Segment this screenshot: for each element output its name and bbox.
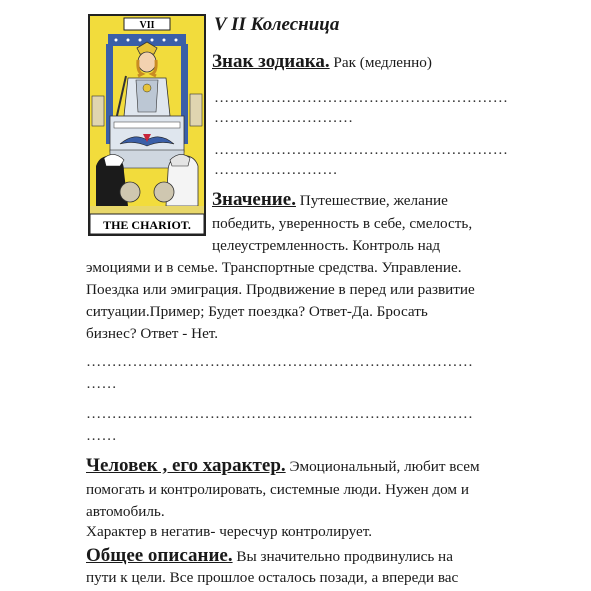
person-line-1 <box>86 456 480 477</box>
meaning-line-5: Поездка или эмиграция. Продвижение в перед или развитие <box>86 281 475 298</box>
zodiac-dots-2a: ………………………………………………… <box>214 141 509 158</box>
zodiac-heading: Знак зодиака. <box>212 51 330 72</box>
zodiac-line <box>212 52 432 73</box>
zodiac-text: Рак (медленно) <box>329 54 432 71</box>
meaning-text-1: Путешествие, желание <box>295 192 448 209</box>
person-line-4: Характер в негатив- чересчур контролирует. <box>86 523 373 540</box>
person-line-2: помогать и контролировать, системные люди. Нужен дом и <box>86 481 469 498</box>
chariot-tarot-card-image <box>88 14 206 236</box>
general-text-1: Вы значительно продвинулись на <box>232 548 453 565</box>
page-title: V II Колесница <box>214 14 340 35</box>
zodiac-dots-2b: …………………… <box>214 161 338 178</box>
zodiac-dots-1b: ……………………… <box>214 109 354 126</box>
meaning-dots-3a: ………………………………………………………………… <box>86 353 474 370</box>
general-line-2: пути к цели. Все прошлое осталось позади, а впереди вас <box>86 569 459 586</box>
zodiac-dots-1a: ………………………………………………… <box>214 89 509 106</box>
card-caption: THE CHARIOT. <box>103 218 191 232</box>
meaning-line-2: победить, уверенность в себе, смелость, <box>212 215 473 232</box>
person-text-1: Эмоциональный, любит всем <box>285 458 480 475</box>
meaning-line-6: ситуации.Пример; Будет поездка? Ответ-Да. Бросать <box>86 303 428 320</box>
meaning-line-1 <box>212 190 448 211</box>
person-line-3: автомобиль. <box>86 503 165 520</box>
person-heading: Человек , его характер. <box>86 455 286 476</box>
meaning-line-7: бизнес? Ответ - Нет. <box>86 325 219 342</box>
card-numeral: VII <box>139 20 155 31</box>
meaning-dots-4b: …… <box>86 427 117 444</box>
chariot-illustration <box>90 16 204 234</box>
meaning-heading: Значение. <box>212 189 296 210</box>
general-line-1 <box>86 546 453 567</box>
meaning-line-4: эмоциями и в семье. Транспортные средства. Управление. <box>86 259 462 276</box>
meaning-dots-4a: ………………………………………………………………… <box>86 405 474 422</box>
meaning-line-3: целеустремленность. Контроль над <box>212 237 441 254</box>
general-heading: Общее описание. <box>86 545 233 566</box>
meaning-dots-3b: …… <box>86 375 117 392</box>
